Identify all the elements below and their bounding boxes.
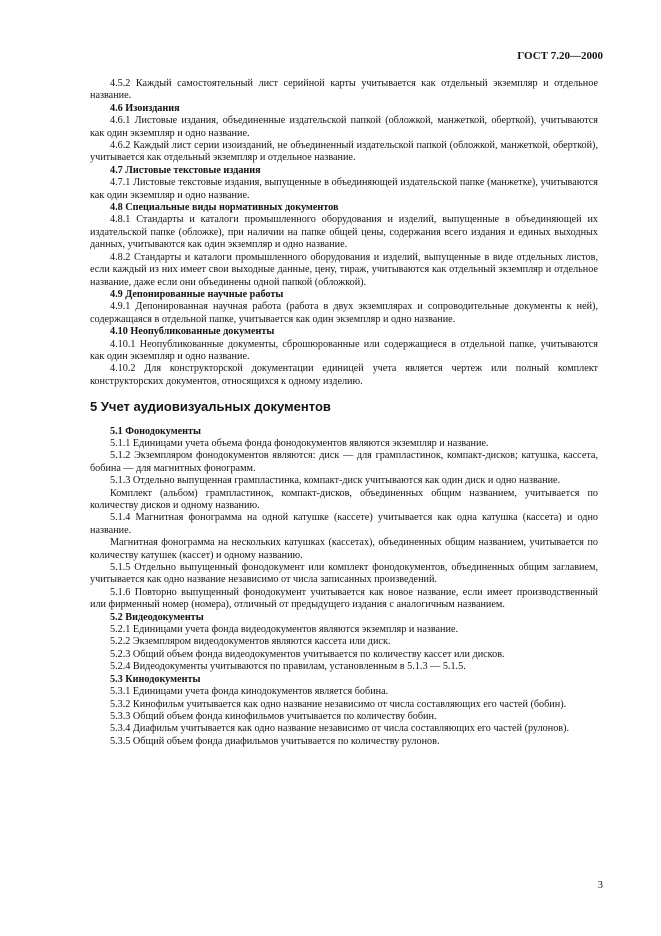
paragraph: Комплект (альбом) грампластинок, компакт-дисков, объединенных общим названием, учитывается по количеству дисков и одному названию. — [90, 487, 598, 511]
section-heading: 5.3 Кинодокументы — [110, 673, 201, 685]
paragraph: 5.3.1 Единицами учета фонда кинодокументов является бобина. — [110, 686, 389, 698]
paragraph: 5.1.6 Повторно выпущенный фонодокумент учитывается как новое название, если имеет производственный или фирменный номер (номера), отличный от предыдущего издания с аналогичным названием. — [90, 586, 598, 611]
paragraph: 5.3.5 Общий объем фонда диафильмов учитывается по количеству рулонов. — [110, 735, 440, 747]
paragraph: 5.3.4 Диафильм учитывается как одно название независимо от числа составляющих его частей (рулонов). — [110, 723, 570, 735]
paragraph: 5.2.1 Единицами учета фонда видеодокументов являются экземпляр и название. — [110, 624, 459, 636]
paragraph: 4.10.1 Неопубликованные документы, сброшюрованные или содержащиеся в отдельной папке, учитываются как один экземпляр и одно название. — [90, 338, 598, 362]
paragraph: 5.3.3 Общий объем фонда кинофильмов учитывается по количеству бобин. — [110, 710, 437, 722]
paragraph: 5.1.1 Единицами учета объема фонда фонодокументов являются экземпляр и название. — [110, 437, 489, 449]
paragraph: 4.8.2 Стандарты и каталоги промышленного оборудования и изделий, выпущенные в виде отдельных листов, если каждый из них имеет свои выходные данные, цену, тираж, учитываются как отдельный экземпляр и отдельное название, даже если они объединены одной папкой (обложкой). — [90, 251, 598, 288]
paragraph: 5.2.4 Видеодокументы учитываются по правилам, установленным в 5.1.3 — 5.1.5. — [110, 661, 466, 673]
section-heading: 4.9 Депонированные научные работы — [110, 288, 284, 300]
paragraph: Магнитная фонограмма на нескольких катушках (кассетах), объединенных общим названием, учитывается по количеству катушек (кассет) и одному названию. — [90, 537, 598, 561]
section-heading: 4.7 Листовые текстовые издания — [110, 164, 261, 176]
paragraph: 4.6.1 Листовые издания, объединенные издательской папкой (обложкой, манжеткой, оберткой), учитываются как один экземпляр и одно название. — [90, 115, 598, 139]
paragraph: 5.1.2 Экземпляром фонодокументов являются: диск — для грампластинок, компакт-дисков; катушка, кассета, бобина — для магнитных фонограмм. — [90, 450, 598, 474]
document-header: ГОСТ 7.20—2000 — [517, 50, 603, 62]
paragraph: 5.1.4 Магнитная фонограмма на одной катушке (кассете) учитывается как одна катушка (кассета) и одно название. — [90, 512, 598, 536]
paragraph: 5.2.3 Общий объем фонда видеодокументов учитывается по количеству кассет или дисков. — [110, 648, 505, 660]
paragraph: 5.1.5 Отдельно выпущенный фонодокумент или комплект фонодокументов, объединенных общим заглавием, учитывается как одно название независимо от числа записанных произведений. — [90, 562, 598, 586]
section-heading: 5.1 Фонодокументы — [110, 425, 202, 437]
page-number: 3 — [597, 880, 603, 891]
paragraph: 5.1.3 Отдельно выпущенная грампластинка, компакт-диск учитываются как один диск и одно название. — [110, 475, 561, 487]
paragraph: 5.2.2 Экземпляром видеодокументов являются кассета или диск. — [110, 636, 391, 648]
paragraph: 4.10.2 Для конструкторской документации единицей учета является чертеж или полный комплект конструкторских документов, относящихся к одному изделию. — [90, 363, 598, 387]
paragraph: 4.7.1 Листовые текстовые издания, выпущенные в объединяющей издательской папке (манжетке), учитываются как один экземпляр и одно название. — [90, 177, 598, 201]
paragraph: 4.6.2 Каждый лист серии изоизданий, не объединенный издательской папкой (обложкой, манжеткой, оберткой), учитывается как отдельный экземпляр и отдельное название. — [90, 140, 598, 164]
paragraph: 5.3.2 Кинофильм учитывается как одно название независимо от числа составляющих его частей (бобин). — [110, 698, 567, 710]
section-heading: 4.8 Специальные виды нормативных документов — [110, 202, 339, 214]
section-heading: 5.2 Видеодокументы — [110, 611, 204, 623]
section-heading: 4.10 Неопубликованные документы — [110, 326, 275, 338]
paragraph: 4.5.2 Каждый самостоятельный лист серийной карты учитывается как отдельный экземпляр и отдельное название. — [90, 78, 598, 102]
chapter-heading: 5 Учет аудиовизуальных документов — [90, 399, 331, 415]
paragraph: 4.9.1 Депонированная научная работа (работа в двух экземплярах и сопроводительные документы к ней), содержащаяся в отдельной папке, учитывается как один экземпляр и одно название. — [90, 301, 598, 325]
section-heading: 4.6 Изоиздания — [110, 102, 180, 114]
document-body — [90, 78, 598, 748]
paragraph: 4.8.1 Стандарты и каталоги промышленного оборудования и изделий, выпущенные в объединяющей их издательской папке (обложке), при наличии на папке общей цены, содержания всего издания и единых выходных данных, учитываются как один экземпляр и одно название. — [90, 214, 598, 251]
